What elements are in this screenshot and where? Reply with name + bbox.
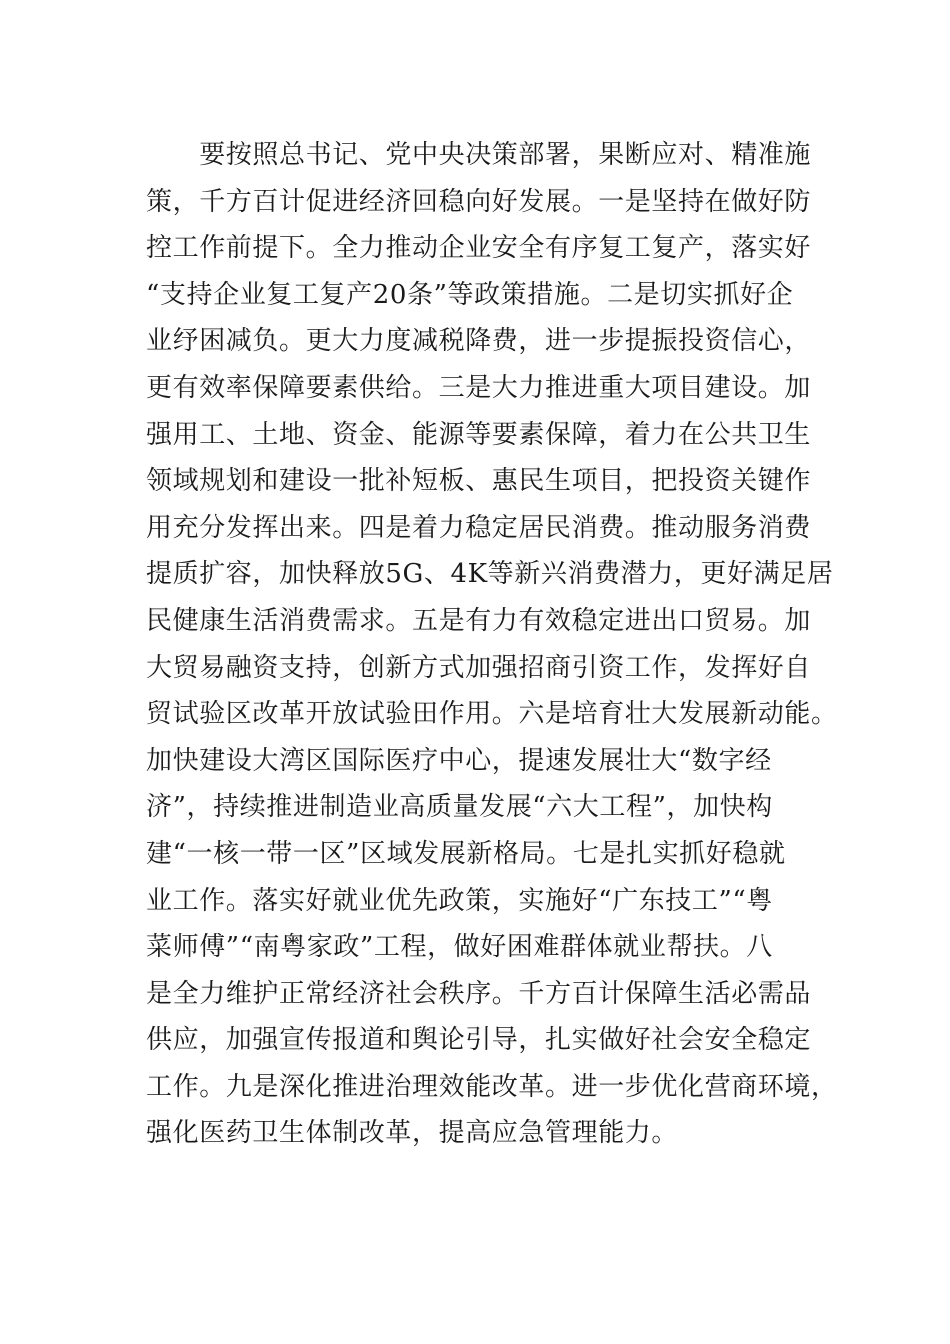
paragraph-line: 工作。九是深化推进治理效能改革。进一步优化营商环境， xyxy=(146,1071,838,1102)
paragraph-line: 民健康生活消费需求。五是有力有效稳定进出口贸易。加 xyxy=(146,605,812,636)
paragraph-line: 加快建设大湾区国际医疗中心，提速发展壮大“数字经 xyxy=(146,745,772,776)
paragraph-line: 强用工、土地、资金、能源等要素保障，着力在公共卫生 xyxy=(146,419,812,450)
paragraph-line: 用充分发挥出来。四是着力稳定居民消费。推动服务消费 xyxy=(146,512,812,543)
paragraph-line: 控工作前提下。全力推动企业安全有序复工复产，落实好 xyxy=(146,233,812,264)
paragraph-line: 策，千方百计促进经济回稳向好发展。一是坚持在做好防 xyxy=(146,186,812,217)
paragraph-line: 领域规划和建设一批补短板、惠民生项目，把投资关键作 xyxy=(146,466,812,497)
paragraph-line: 供应，加强宣传报道和舆论引导，扎实做好社会安全稳定 xyxy=(146,1025,812,1056)
paragraph-line: 是全力维护正常经济社会秩序。千方百计保障生活必需品 xyxy=(146,978,812,1009)
paragraph-line: 建“一核一带一区”区域发展新格局。七是扎实抓好稳就 xyxy=(146,838,786,869)
paragraph-line: 贸试验区改革开放试验田作用。六是培育壮大发展新动能。 xyxy=(146,699,838,730)
body-paragraph xyxy=(146,132,838,1157)
paragraph-line: 菜师傅”“南粤家政”工程，做好困难群体就业帮扶。八 xyxy=(146,932,773,963)
paragraph-line: 业纾困减负。更大力度减税降费，进一步提振投资信心， xyxy=(146,326,812,357)
paragraph-line: 更有效率保障要素供给。三是大力推进重大项目建设。加 xyxy=(146,372,812,403)
paragraph-line: 济”，持续推进制造业高质量发展“六大工程”，加快构 xyxy=(146,792,773,823)
paragraph-line: 业工作。落实好就业优先政策，实施好“广东技工”“粤 xyxy=(146,885,773,916)
paragraph-line: 大贸易融资支持，创新方式加强招商引资工作，发挥好自 xyxy=(146,652,812,683)
paragraph-line: 强化医药卫生体制改革，提高应急管理能力。 xyxy=(146,1118,679,1149)
paragraph-line: “支持企业复工复产20条”等政策措施。二是切实抓好企 xyxy=(146,279,794,310)
paragraph-line: 要按照总书记、党中央决策部署，果断应对、精准施 xyxy=(146,140,812,170)
paragraph-line: 提质扩容，加快释放5G、4K等新兴消费潜力，更好满足居 xyxy=(146,559,834,590)
